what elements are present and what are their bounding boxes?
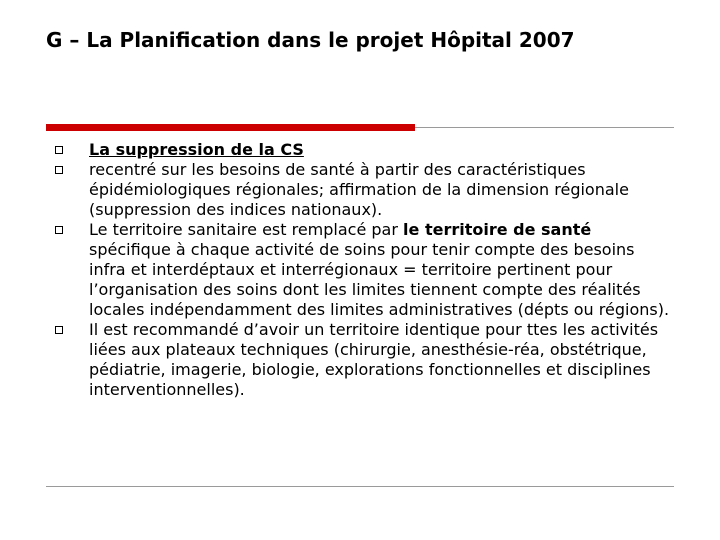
list-item-text: recentré sur les besoins de santé à partir des caractéristiques épidémiologiques régionales; affirmation de la dimension régionale (suppression des indices nationaux).: [89, 160, 629, 219]
slide-title: G – La Planification dans le projet Hôpital 2007: [46, 28, 575, 52]
list-item-heading: La suppression de la CS: [89, 140, 304, 159]
hollow-square-bullet-icon: [55, 226, 63, 234]
list-item-text-after: spécifique à chaque activité de soins pour tenir compte des besoins infra et interdéptaux et interrégionaux = territoire pertinent pour l’organisation des soins dont les limites tiennent compte des réalités locales indépendamment des limites administratives (dépts ou régions).: [89, 240, 670, 319]
list-item: [46, 140, 676, 160]
hollow-square-bullet-icon: [55, 166, 63, 174]
title-accent-bar: [46, 124, 415, 131]
bullet-list: [46, 140, 676, 400]
list-item: [46, 160, 676, 220]
list-item: [46, 320, 676, 400]
hollow-square-bullet-icon: [55, 146, 63, 154]
list-item-text: Il est recommandé d’avoir un territoire identique pour ttes les activités liées aux plateaux techniques (chirurgie, anesthésie-réa, obstétrique, pédiatrie, imagerie, biologie, explorations fonctionnelles et disciplines interventionnelles).: [89, 320, 659, 399]
list-item-text-before: Le territoire sanitaire est remplacé par: [89, 220, 404, 239]
hollow-square-bullet-icon: [55, 326, 63, 334]
list-item: [46, 220, 676, 320]
list-item-emphasis: le territoire de santé: [403, 220, 592, 239]
bottom-divider: [46, 486, 674, 487]
